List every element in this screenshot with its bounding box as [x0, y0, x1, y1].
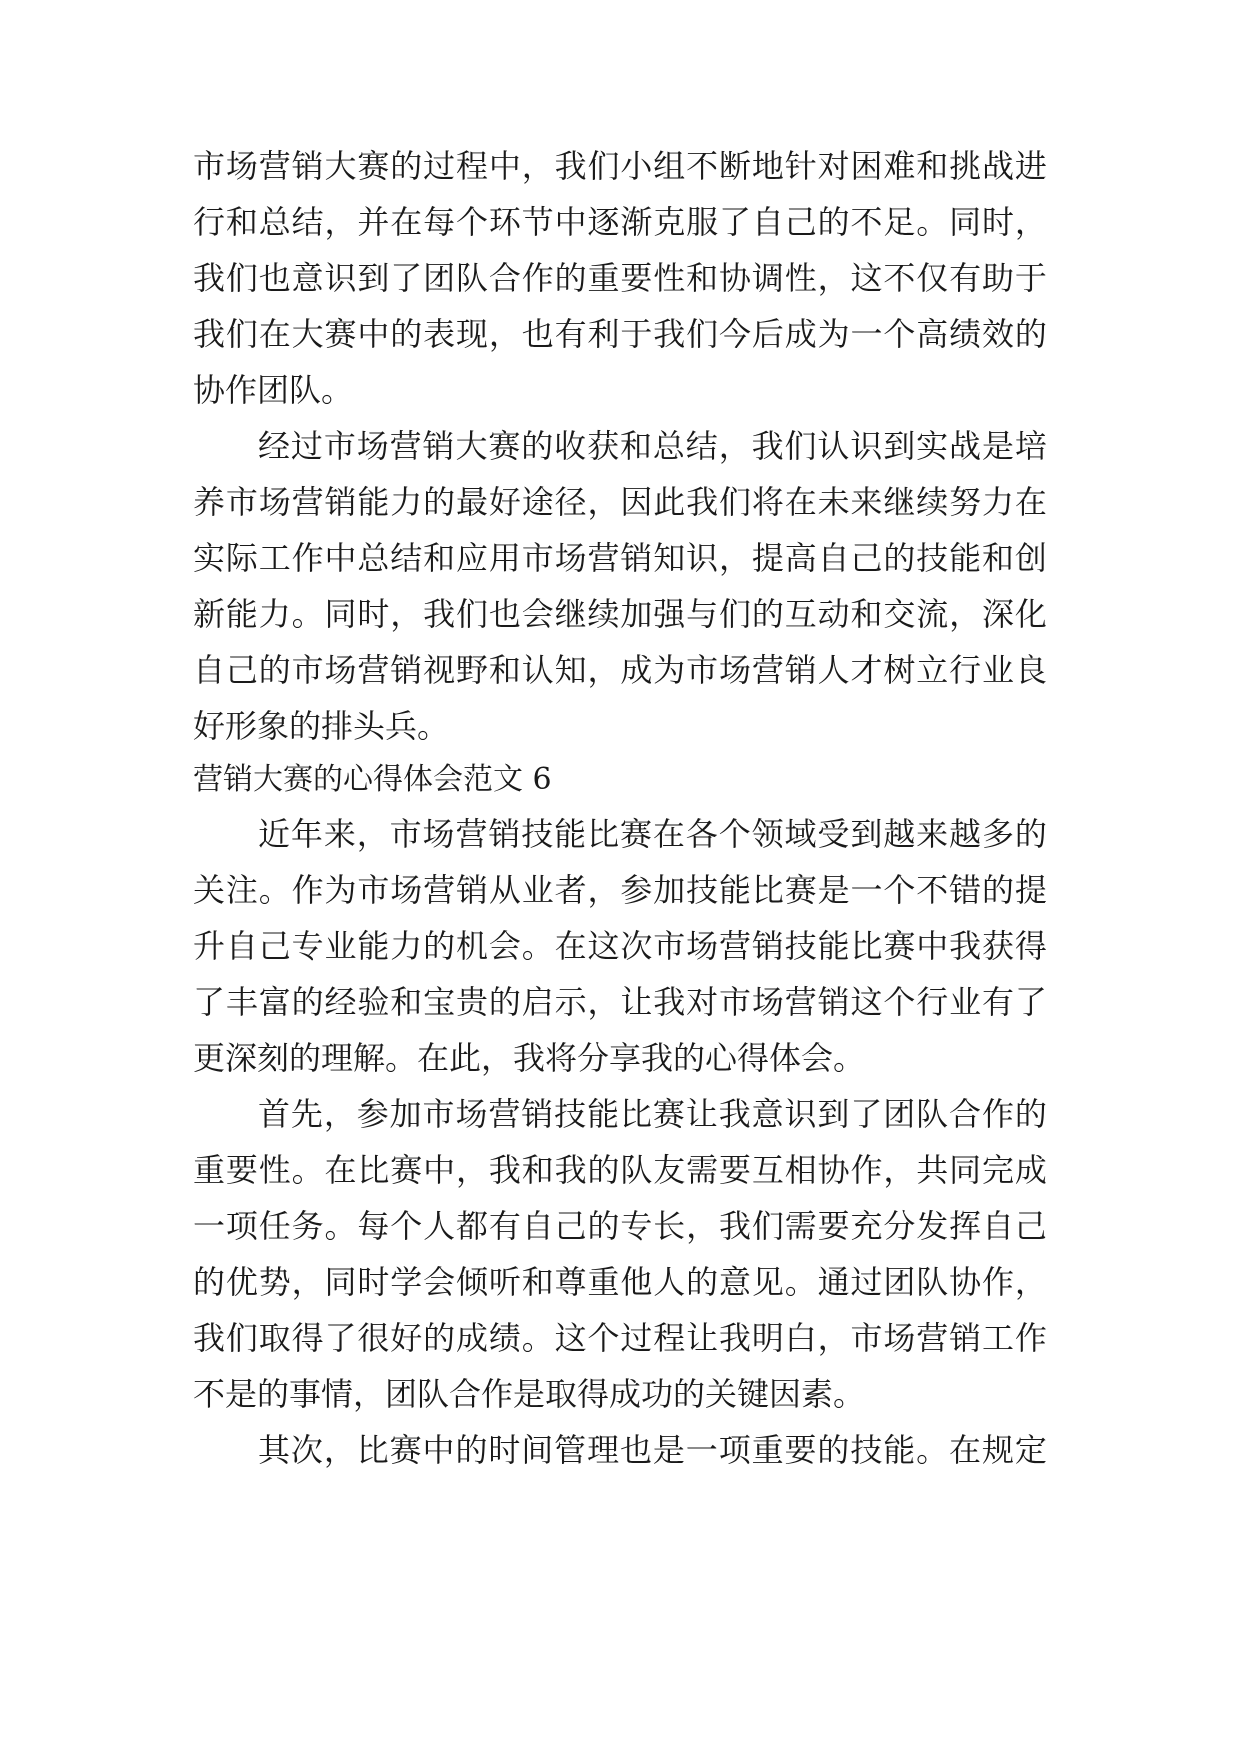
paragraph-line: 关 注 。 作 为 市 场 营 销 从 业 者 ， 参 加 技 能 比 赛 是 一 个 不 错 的 提	[193, 871, 1047, 909]
paragraph-line: 协作团队。	[193, 371, 354, 409]
paragraph-line: 市 场 营 销 大 赛 的 过 程 中 ， 我 们 小 组 不 断 地 针 对 困 难 和 挑 战 进	[193, 147, 1047, 185]
paragraph-line: 一 项 任 务 。 每 个 人 都 有 自 己 的 专 长 ， 我 们 需 要 充 分 发 挥 自 己	[193, 1207, 1047, 1245]
paragraph-line: 养 市 场 营 销 能 力 的 最 好 途 径 ， 因 此 我 们 将 在 未 来 继 续 努 力 在	[193, 483, 1047, 521]
paragraph-line: 实 际 工 作 中 总 结 和 应 用 市 场 营 销 知 识 ， 提 高 自 己 的 技 能 和 创	[193, 539, 1047, 577]
paragraph-line: 我 们 也 意 识 到 了 团 队 合 作 的 重 要 性 和 协 调 性 ， 这 不 仅 有 助 于	[193, 259, 1047, 297]
paragraph-line: 的 优 势 ， 同 时 学 会 倾 听 和 尊 重 他 人 的 意 见 。 通 过 团 队 协 作 ，	[193, 1263, 1047, 1301]
paragraph-line: 升 自 己 专 业 能 力 的 机 会 。 在 这 次 市 场 营 销 技 能 比 赛 中 我 获 得	[193, 927, 1047, 965]
paragraph-line: 新 能 力 。 同 时 ， 我 们 也 会 继 续 加 强 与 们 的 互 动 和 交 流 ， 深 化	[193, 595, 1047, 633]
paragraph-line: 近 年 来 ， 市 场 营 销 技 能 比 赛 在 各 个 领 域 受 到 越 来 越 多 的	[258, 815, 1047, 853]
paragraph-line: 好形象的排头兵。	[193, 707, 450, 745]
paragraph-line: 行 和 总 结 ， 并 在 每 个 环 节 中 逐 渐 克 服 了 自 己 的 不 足 。 同 时 ，	[193, 203, 1047, 241]
paragraph-line: 首 先 ， 参 加 市 场 营 销 技 能 比 赛 让 我 意 识 到 了 团 队 合 作 的	[258, 1095, 1047, 1133]
paragraph-line: 其 次 ， 比 赛 中 的 时 间 管 理 也 是 一 项 重 要 的 技 能 。 在 规 定	[258, 1431, 1047, 1469]
paragraph-line: 经 过 市 场 营 销 大 赛 的 收 获 和 总 结 ， 我 们 认 识 到 实 战 是 培	[258, 427, 1047, 465]
paragraph-line: 更深刻的理解。在此，我将分享我的心得体会。	[193, 1039, 866, 1077]
paragraph-line: 我 们 在 大 赛 中 的 表 现 ， 也 有 利 于 我 们 今 后 成 为 一 个 高 绩 效 的	[193, 315, 1047, 353]
paragraph-line: 重 要 性 。 在 比 赛 中 ， 我 和 我 的 队 友 需 要 互 相 协 作 ， 共 同 完 成	[193, 1151, 1047, 1189]
paragraph-line: 了 丰 富 的 经 验 和 宝 贵 的 启 示 ， 让 我 对 市 场 营 销 这 个 行 业 有 了	[193, 983, 1047, 1021]
paragraph-line: 自 己 的 市 场 营 销 视 野 和 认 知 ， 成 为 市 场 营 销 人 才 树 立 行 业 良	[193, 651, 1047, 689]
paragraph-line: 我 们 取 得 了 很 好 的 成 绩 。 这 个 过 程 让 我 明 白 ， 市 场 营 销 工 作	[193, 1319, 1047, 1357]
paragraph-line: 不是的事情，团队合作是取得成功的关键因素。	[193, 1375, 866, 1413]
section-heading: 营销大赛的心得体会范文 6	[193, 762, 552, 797]
